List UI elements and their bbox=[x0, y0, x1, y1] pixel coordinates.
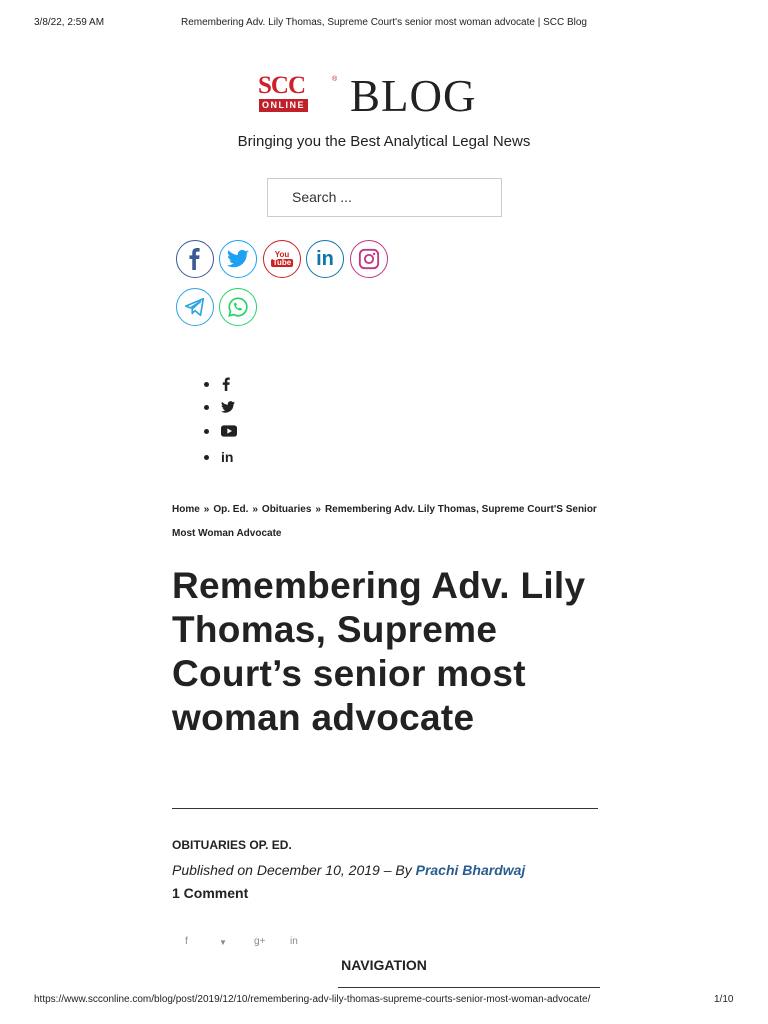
print-datetime: 3/8/22, 2:59 AM bbox=[34, 17, 105, 28]
breadcrumb-current: Remembering Adv. Lily Thomas, Supreme Court'S Senior Most Woman Advocate bbox=[172, 504, 597, 539]
whatsapp-icon[interactable] bbox=[219, 288, 257, 326]
logo-blog-text: BLOG bbox=[350, 71, 477, 121]
breadcrumb-separator: » bbox=[252, 504, 258, 515]
list-item[interactable] bbox=[204, 449, 237, 465]
share-twitter-icon[interactable]: ▼ bbox=[219, 938, 227, 947]
logo-scc-text: SCC bbox=[258, 72, 306, 99]
instagram-icon[interactable] bbox=[350, 240, 388, 278]
list-item[interactable] bbox=[204, 377, 237, 391]
page-title: Remembering Adv. Lily Thomas, Supreme Court’s senior most woman advocate bbox=[172, 565, 586, 738]
youtube-icon[interactable]: You Tube bbox=[263, 240, 301, 278]
search-input[interactable]: Search ... bbox=[267, 178, 502, 217]
site-tagline: Bringing you the Best Analytical Legal News bbox=[237, 133, 531, 150]
site-logo[interactable] bbox=[258, 71, 518, 122]
linkedin-icon[interactable]: in bbox=[221, 449, 234, 465]
navigation-divider bbox=[338, 987, 600, 988]
facebook-icon[interactable] bbox=[176, 240, 214, 278]
breadcrumb-separator: » bbox=[203, 504, 210, 515]
share-linkedin-icon[interactable]: in bbox=[290, 936, 298, 947]
breadcrumb bbox=[172, 498, 602, 546]
breadcrumb-separator: » bbox=[315, 504, 321, 515]
bullet-dot bbox=[204, 382, 209, 387]
telegram-icon[interactable] bbox=[176, 288, 214, 326]
share-facebook-icon[interactable]: f bbox=[185, 936, 188, 947]
logo-online-text: ONLINE bbox=[259, 99, 308, 112]
logo-registered-mark: ® bbox=[332, 76, 338, 83]
twitter-icon[interactable] bbox=[221, 401, 237, 413]
twitter-icon[interactable] bbox=[219, 240, 257, 278]
youtube-icon[interactable] bbox=[221, 425, 237, 437]
comments-link[interactable]: 1 Comment bbox=[172, 885, 249, 901]
publish-info bbox=[172, 862, 525, 878]
breadcrumb-home[interactable]: Home bbox=[172, 504, 200, 515]
linkedin-icon[interactable]: in bbox=[306, 240, 344, 278]
article-categories[interactable]: OBITUARIES OP. ED. bbox=[172, 838, 292, 852]
author-link[interactable]: Prachi Bhardwaj bbox=[415, 862, 526, 878]
list-item[interactable] bbox=[204, 401, 237, 413]
bullet-dot bbox=[204, 429, 209, 434]
list-item[interactable] bbox=[204, 425, 237, 437]
bullet-dot bbox=[204, 405, 209, 410]
facebook-icon[interactable] bbox=[221, 377, 237, 391]
print-url: https://www.scconline.com/blog/post/2019/12/10/remembering-adv-lily-thomas-supreme-courts-senior-most-woman-advocate/ bbox=[34, 994, 591, 1005]
print-page-number: 1/10 bbox=[714, 994, 734, 1005]
print-page-title: Remembering Adv. Lily Thomas, Supreme Court's senior most woman advocate | SCC Blog bbox=[181, 17, 587, 28]
bullet-dot bbox=[204, 455, 209, 460]
breadcrumb-oped[interactable]: Op. Ed. bbox=[213, 504, 249, 515]
publish-date: Published on December 10, 2019 – By bbox=[172, 862, 416, 878]
title-divider bbox=[172, 808, 598, 809]
share-googleplus-icon[interactable]: g+ bbox=[254, 936, 266, 947]
navigation-heading: NAVIGATION bbox=[341, 957, 427, 973]
breadcrumb-obituaries[interactable]: Obituaries bbox=[261, 504, 312, 515]
